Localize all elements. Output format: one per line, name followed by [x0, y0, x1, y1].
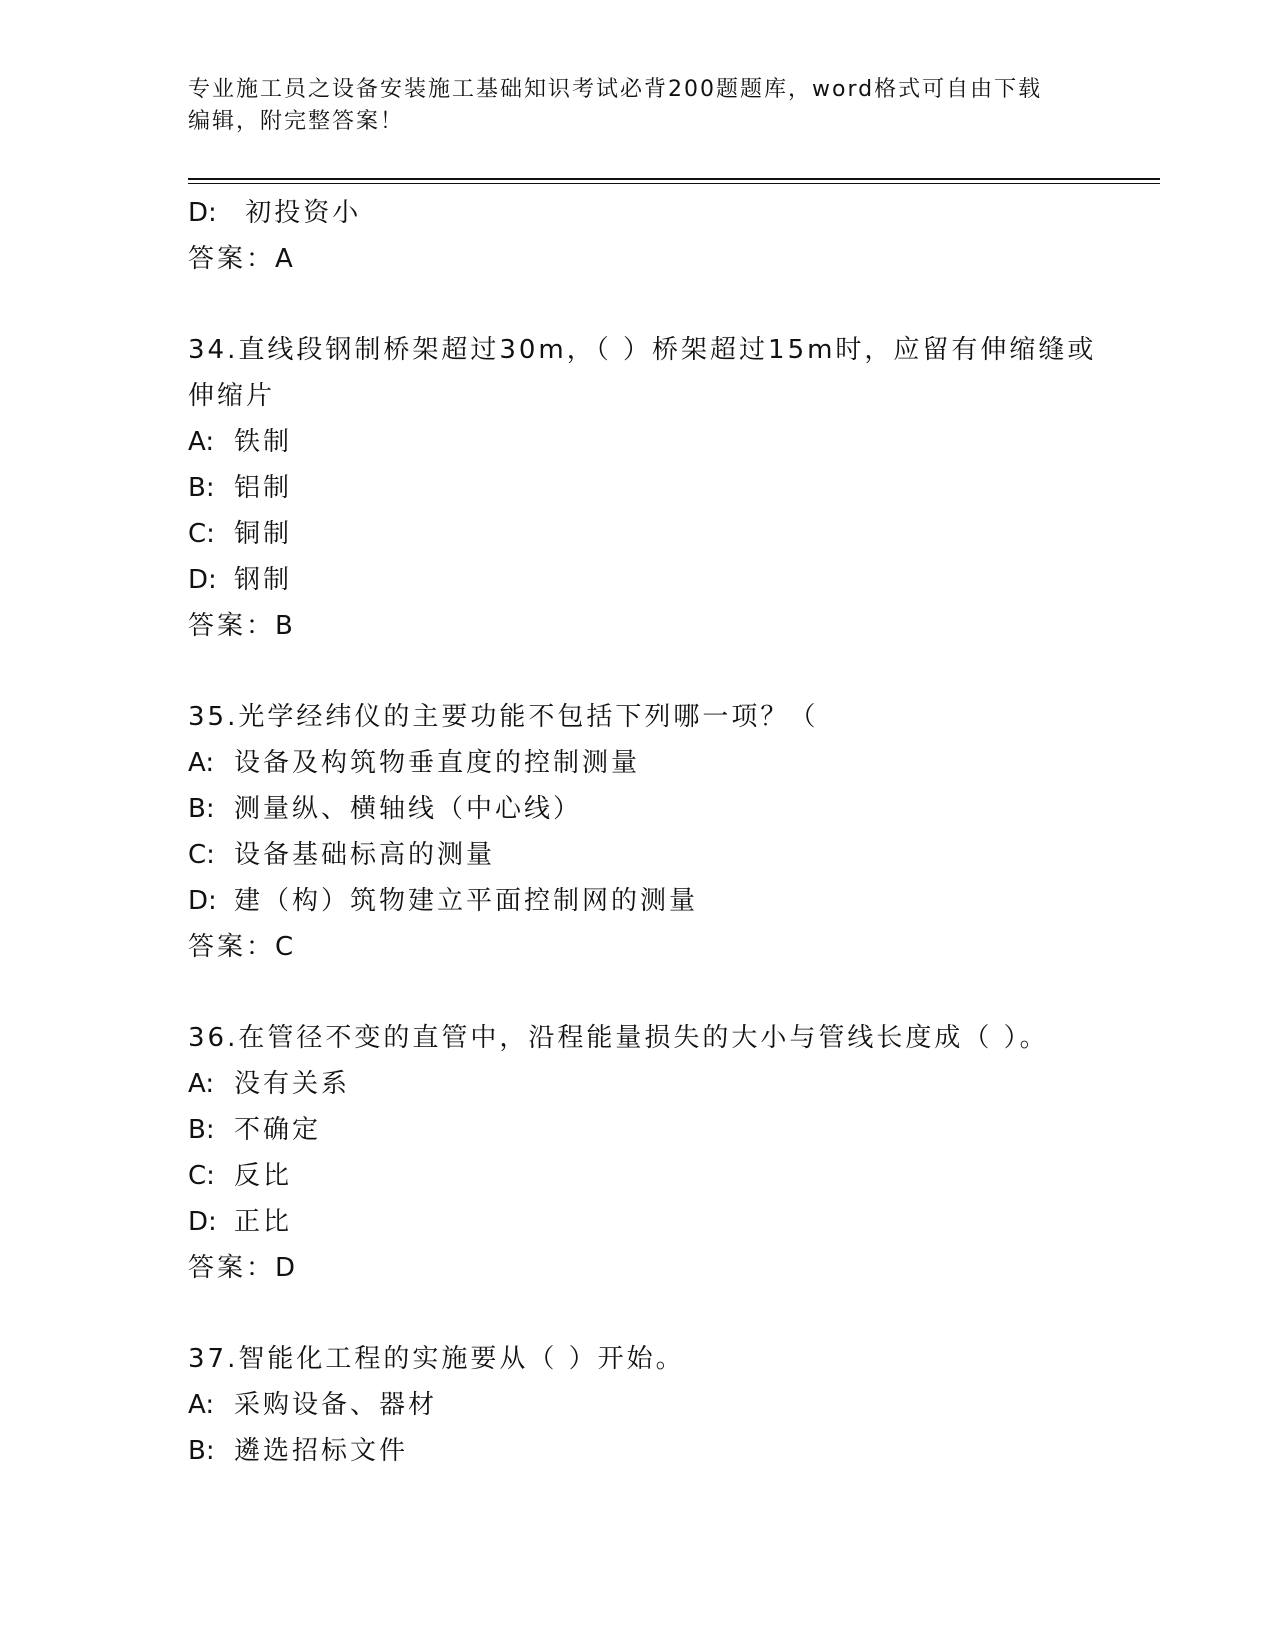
option-label: B: — [188, 1436, 215, 1466]
option-text: 初投资小 — [245, 198, 362, 228]
option-b — [188, 1428, 1118, 1474]
option-b — [188, 1107, 1118, 1153]
question-35 — [188, 694, 1118, 970]
option-label: A: — [188, 1390, 215, 1420]
option-text: 反比 — [234, 1161, 293, 1191]
option-c — [188, 511, 1118, 557]
option-label: A: — [188, 748, 215, 778]
answer: 答案：C — [188, 932, 297, 962]
option-text: 建（构）筑物建立平面控制网的测量 — [234, 886, 699, 916]
option-text: 铜制 — [234, 519, 293, 549]
option-text: 遴选招标文件 — [234, 1436, 409, 1466]
spacer — [188, 282, 1118, 327]
option-label: B: — [188, 794, 215, 824]
spacer — [188, 649, 1118, 694]
option-text: 钢制 — [234, 565, 293, 595]
question-list — [188, 190, 1118, 1474]
question-34 — [188, 327, 1118, 649]
spacer — [188, 1291, 1118, 1336]
option-label: D: — [188, 886, 217, 916]
option-text: 测量纵、横轴线（中心线） — [234, 794, 583, 824]
question-title: 37.智能化工程的实施要从（ ）开始。 — [188, 1344, 685, 1374]
option-text: 采购设备、器材 — [234, 1390, 438, 1420]
answer: 答案：D — [188, 1253, 299, 1283]
option-label: C: — [188, 840, 215, 870]
option-a — [188, 1382, 1118, 1428]
header-divider-thick — [188, 178, 1160, 180]
question-title-cont: 伸缩片 — [188, 381, 276, 411]
option-b — [188, 465, 1118, 511]
option-label: D: — [188, 565, 217, 595]
option-text: 正比 — [234, 1207, 293, 1237]
answer: 答案：B — [188, 611, 296, 641]
option-text: 设备及构筑物垂直度的控制测量 — [234, 748, 641, 778]
option-label: B: — [188, 473, 215, 503]
spacer — [188, 970, 1118, 1015]
question-title: 34.直线段钢制桥架超过30m，（ ）桥架超过15m时，应留有伸缩缝或 — [188, 335, 1097, 365]
question-title: 36.在管径不变的直管中，沿程能量损失的大小与管线长度成（ ）。 — [188, 1023, 1049, 1053]
prev-answer: 答案：A — [188, 244, 296, 274]
option-label: D: — [188, 1207, 217, 1237]
option-d — [188, 1199, 1118, 1245]
document-header — [188, 74, 1068, 138]
option-label: A: — [188, 427, 215, 457]
question-36 — [188, 1015, 1118, 1291]
question-title: 35.光学经纬仪的主要功能不包括下列哪一项？（ — [188, 702, 819, 732]
option-text: 铁制 — [234, 427, 293, 457]
option-label: B: — [188, 1115, 215, 1145]
option-text: 不确定 — [234, 1115, 322, 1145]
option-a — [188, 740, 1118, 786]
prev-option-d — [188, 190, 1118, 236]
option-text: 铝制 — [234, 473, 293, 503]
option-c — [188, 1153, 1118, 1199]
option-a — [188, 1061, 1118, 1107]
option-d — [188, 557, 1118, 603]
header-line-2: 编辑，附完整答案！ — [188, 109, 405, 134]
option-d — [188, 878, 1118, 924]
header-line-1: 专业施工员之设备安装施工基础知识考试必背200题题库，word格式可自由下载 — [188, 77, 1043, 102]
option-a — [188, 419, 1118, 465]
header-divider-thin — [188, 183, 1160, 184]
option-text: 设备基础标高的测量 — [234, 840, 496, 870]
option-b — [188, 786, 1118, 832]
question-37 — [188, 1336, 1118, 1474]
option-text: 没有关系 — [234, 1069, 351, 1099]
option-label: A: — [188, 1069, 215, 1099]
option-c — [188, 832, 1118, 878]
option-label: C: — [188, 519, 215, 549]
option-label: D: — [188, 198, 217, 228]
option-label: C: — [188, 1161, 215, 1191]
